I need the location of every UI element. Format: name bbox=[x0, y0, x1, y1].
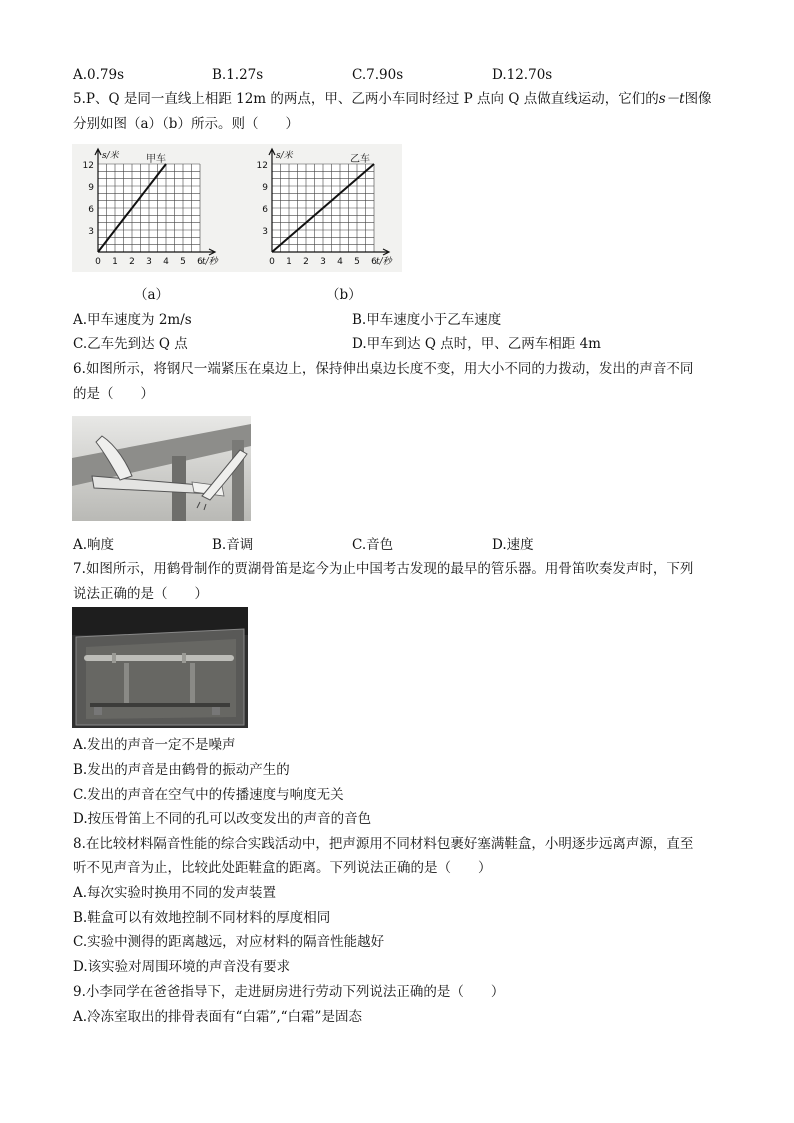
q5-option-d: D.甲车到达 Q 点时，甲、乙两车相距 4m bbox=[352, 336, 601, 352]
graph-a-x-tick-label: 0 bbox=[95, 257, 101, 267]
q7-option-c: C.发出的声音在空气中的传播速度与响度无关 bbox=[73, 787, 344, 803]
q7-option-d: D.按压骨笛上不同的孔可以改变发出的声音的音色 bbox=[73, 811, 372, 827]
graph-a bbox=[83, 149, 220, 267]
q5-stem-line2: 分别如图（a）（b）所示。则（ ） bbox=[73, 116, 299, 132]
graph-a-x-tick-label: 2 bbox=[129, 257, 135, 267]
graph-b-x-tick-label: 2 bbox=[303, 257, 309, 267]
q8-option-d: D.该实验对周围环境的声音没有要求 bbox=[73, 959, 291, 975]
q5-option-b: B.甲车速度小于乙车速度 bbox=[352, 312, 502, 328]
graph-b-x-tick-label: 0 bbox=[269, 257, 275, 267]
graph-a-x-axis-label: t/秒 bbox=[202, 257, 218, 267]
graph-a-x-tick-label: 6 bbox=[197, 257, 203, 267]
q8-option-b: B.鞋盒可以有效地控制不同材料的厚度相同 bbox=[73, 910, 331, 926]
q6-ruler-illustration bbox=[72, 416, 251, 521]
q4-option-a: A.0.79s bbox=[73, 67, 125, 83]
q4-option-d: D.12.70s bbox=[492, 67, 553, 83]
graph-a-x-tick-label: 4 bbox=[163, 257, 169, 267]
graph-b-y-axis-label: s/米 bbox=[276, 151, 293, 161]
q7-stem-line2: 说法正确的是（ ） bbox=[73, 586, 208, 602]
graph-b-y-tick-label: 9 bbox=[262, 183, 268, 193]
q5-stem-text-b: 图像 bbox=[684, 91, 712, 107]
q7-option-a: A.发出的声音一定不是噪声 bbox=[73, 737, 236, 753]
q9-stem-line1: 9.小李同学在爸爸指导下，走进厨房进行劳动下列说法正确的是（ ） bbox=[73, 984, 505, 1000]
graph-a-x-tick-label: 3 bbox=[146, 257, 152, 267]
q5-stem-text-a: 5.P、Q 是同一直线上相距 12m 的两点，甲、乙两小车同时经过 P 点向 Q 点做直线运动，它们的 bbox=[73, 91, 659, 107]
graph-b-x-axis-label: t/秒 bbox=[376, 257, 392, 267]
graph-a-x-tick-label: 5 bbox=[180, 257, 186, 267]
q5-stem-math: s－t bbox=[658, 91, 685, 107]
q4-option-c: C.7.90s bbox=[352, 67, 404, 83]
graph-b bbox=[257, 149, 394, 267]
q6-stem-line1: 6.如图所示，将钢尺一端紧压在桌边上，保持伸出桌边长度不变，用大小不同的力拨动，发出的声音不同 bbox=[73, 361, 694, 377]
q6-stem-line2: 的是（ ） bbox=[73, 386, 154, 402]
q8-stem-line1: 8.在比较材料隔音性能的综合实践活动中，把声源用不同材料包裹好塞满鞋盒，小明逐步远离声源，直至 bbox=[73, 836, 694, 852]
q4-option-b: B.1.27s bbox=[212, 67, 264, 83]
graph-b-x-tick-label: 6 bbox=[371, 257, 377, 267]
q9-option-a: A.冷冻室取出的排骨表面有“白霜”,“白霜”是固态 bbox=[73, 1009, 362, 1025]
q5-option-c: C.乙车先到达 Q 点 bbox=[73, 336, 188, 352]
q5-caption-a: （a） bbox=[134, 287, 170, 303]
q6-option-a: A.响度 bbox=[73, 537, 115, 553]
graph-b-x-tick-label: 3 bbox=[320, 257, 326, 267]
q7-bone-flute-photo bbox=[72, 607, 248, 728]
q8-stem-line2: 听不见声音为止，比较此处距鞋盒的距离。下列说法正确的是（ ） bbox=[73, 860, 492, 876]
graph-a-y-axis-label: s/米 bbox=[102, 151, 119, 161]
q5-caption-b: （b） bbox=[326, 287, 362, 303]
graph-a-y-tick-label: 12 bbox=[82, 161, 94, 171]
graph-a-series-label: 甲车 bbox=[146, 154, 166, 165]
q6-option-b: B.音调 bbox=[212, 537, 254, 553]
q5-stem-line1 bbox=[73, 90, 712, 108]
graph-a-y-tick-label: 6 bbox=[88, 205, 94, 215]
q6-option-c: C.音色 bbox=[352, 537, 394, 553]
q8-option-c: C.实验中测得的距离越远，对应材料的隔音性能越好 bbox=[73, 934, 385, 950]
graph-b-y-tick-label: 6 bbox=[262, 205, 268, 215]
q5-option-a: A.甲车速度为 2m/s bbox=[73, 312, 192, 328]
graph-b-x-tick-label: 4 bbox=[337, 257, 343, 267]
graph-a-y-tick-label: 9 bbox=[88, 183, 94, 193]
graph-b-series-label: 乙车 bbox=[350, 154, 370, 165]
q7-stem-line1: 7.如图所示，用鹤骨制作的贾湖骨笛是迄今为止中国考古发现的最早的管乐器。用骨笛吹奏发声时，下列 bbox=[73, 561, 694, 577]
graph-a-x-tick-label: 1 bbox=[112, 257, 118, 267]
q7-bone-flute-illustration bbox=[72, 607, 248, 728]
q8-option-a: A.每次实验时换用不同的发声装置 bbox=[73, 885, 277, 901]
graph-b-y-tick-label: 12 bbox=[256, 161, 268, 171]
q6-option-d: D.速度 bbox=[492, 537, 534, 553]
graph-b-y-tick-label: 3 bbox=[262, 227, 268, 237]
graph-a-y-tick-label: 3 bbox=[88, 227, 94, 237]
bone-flute bbox=[84, 655, 234, 661]
q5-graphs-svg bbox=[72, 144, 402, 272]
q6-ruler-photo bbox=[72, 416, 251, 521]
q5-graphs-figure bbox=[72, 144, 402, 272]
graph-b-x-tick-label: 1 bbox=[286, 257, 292, 267]
q7-option-b: B.发出的声音是由鹤骨的振动产生的 bbox=[73, 762, 290, 778]
graph-b-x-tick-label: 5 bbox=[354, 257, 360, 267]
